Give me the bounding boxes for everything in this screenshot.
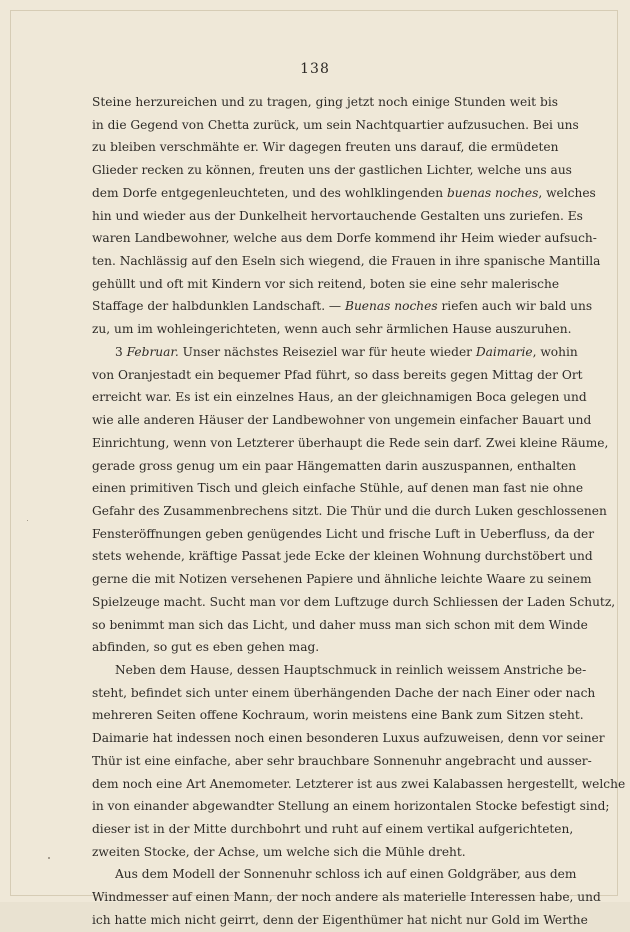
text-line <box>92 477 584 500</box>
text-run: Windmesser auf einen Mann, der noch andere als materielle Interessen habe, und <box>92 890 601 905</box>
text-line <box>92 205 583 228</box>
text-run: stets wehende, kräftige Passat jede Ecke der kleinen Wohnung durchstöbert und <box>92 549 593 564</box>
text-line <box>92 136 558 159</box>
text-line <box>92 568 592 591</box>
text-run: mehreren Seiten offene Kochraum, worin meistens eine Bank zum Sitzen steht. <box>92 708 584 723</box>
text-run: Aus dem Modell der Sonnenuhr schloss ich auf einen Goldgräber, aus dem <box>115 867 577 882</box>
text-run: Fensteröffnungen geben genügendes Licht und frische Luft in Ueberfluss, da der <box>92 526 595 541</box>
text-run: dem Dorfe entgegenleuchteten, und des wohlklingenden <box>92 185 447 200</box>
text-run: ten. Nachlässig auf den Eseln sich wiegend, die Frauen in ihre spanische Mantilla <box>92 254 601 269</box>
text-run: , welches <box>538 185 596 200</box>
text-run: einen primitiven Tisch und gleich einfache Stühle, auf denen man fast nie ohne <box>92 481 584 496</box>
text-line <box>92 795 610 818</box>
text-run: steht, befindet sich unter einem überhängenden Dache der nach Einer oder nach <box>92 685 596 700</box>
text-run: erreicht war. Es ist ein einzelnes Haus, an der gleichnamigen Boca gelegen und <box>92 390 587 405</box>
text-line <box>92 455 577 478</box>
text-line <box>92 409 592 432</box>
text-line <box>92 182 596 205</box>
text-run: Einrichtung, wenn von Letzterer überhaupt die Rede sein darf. Zwei kleine Räume, <box>92 435 609 450</box>
text-line <box>92 886 601 909</box>
text-run: Spielzeuge macht. Sucht man vor dem Luftzuge durch Schliessen der Laden Schutz, <box>92 594 616 609</box>
text-line <box>92 591 616 614</box>
page-number: 138 <box>300 61 330 77</box>
text-line <box>92 773 626 796</box>
text-line <box>92 295 593 318</box>
text-line <box>92 636 558 659</box>
paper-speck <box>48 857 50 859</box>
text-line <box>92 273 558 296</box>
text-run: , wohin <box>532 344 578 359</box>
italic-text: Februar. <box>126 344 179 359</box>
text-run: dem noch eine Art Anemometer. Letzterer ist aus zwei Kalabassen hergestellt, welche <box>92 776 626 791</box>
text-line <box>92 318 572 341</box>
text-line <box>92 545 593 568</box>
text-run: waren Landbewohner, welche aus dem Dorfe kommend ihr Heim wieder aufsuch- <box>92 231 597 246</box>
text-run: dieser ist in der Mitte durchbohrt und ruht auf einem vertikal aufgerichteten, <box>92 822 574 836</box>
text-run: gehüllt und oft mit Kindern vor sich reitend, boten sie eine sehr malerische <box>92 276 560 291</box>
italic-text: Daimarie <box>475 344 533 359</box>
text-run: Glieder recken zu können, freuten uns der gastlichen Lichter, welche uns aus <box>92 163 572 178</box>
text-line <box>92 614 588 637</box>
text-run: gerne die mit Notizen versehenen Papiere und ähnliche leichte Waare zu seinem <box>92 572 592 587</box>
text-run: Daimarie hat indessen noch einen besonderen Luxus aufzuweisen, denn vor seiner <box>92 731 605 746</box>
text-line <box>92 500 607 523</box>
text-line <box>92 727 605 750</box>
text-run: Steine herzureichen und zu tragen, ging jetzt noch einige Stunden weit bis <box>92 95 558 109</box>
text-line <box>92 682 596 705</box>
text-line <box>92 364 583 387</box>
text-run: hin und wieder aus der Dunkelheit hervortauchende Gestalten uns zuriefen. Es <box>92 208 583 223</box>
body-text <box>92 91 626 932</box>
text-run: wie alle anderen Häuser der Landbewohner von ungemein einfacher Bauart und <box>92 413 592 428</box>
text-line <box>92 863 577 886</box>
text-run: riefen auch wir bald uns <box>437 299 593 314</box>
text-line <box>92 386 587 409</box>
text-line <box>92 659 587 682</box>
text-run: Thür ist eine einfache, aber sehr brauchbare Sonnenuhr angebracht und ausser- <box>92 753 592 768</box>
text-line <box>92 250 601 273</box>
text-run: Neben dem Hause, dessen Hauptschmuck in reinlich weissem Anstriche be- <box>115 662 587 677</box>
text-run: zweiten Stocke, der Achse, um welche sich die Mühle dreht. <box>92 844 466 859</box>
text-run: zu, um im wohleingerichteten, wenn auch sehr ärmlichen Hause auszuruhen. <box>92 322 572 337</box>
text-run: Staffage der halbdunklen Landschaft. — <box>92 299 345 314</box>
text-line <box>92 227 597 250</box>
text-run: gerade gross genug um ein paar Hängematten darin auszuspannen, enthalten <box>92 458 577 473</box>
text-line <box>92 750 592 773</box>
text-run: ich hatte mich nicht geirrt, denn der Eigenthümer hat nicht nur Gold im Werthe <box>92 912 588 927</box>
text-run: zu bleiben verschmähte er. Wir dagegen freuten uns darauf, die ermüdeten <box>92 140 559 155</box>
text-line <box>92 432 609 455</box>
text-line <box>92 159 572 182</box>
text-line <box>92 909 588 932</box>
text-line <box>92 841 558 864</box>
italic-text: Buenas noches <box>345 299 438 314</box>
text-line <box>92 114 579 137</box>
paper-speck <box>27 520 28 521</box>
text-run: in die Gegend von Chetta zurück, um sein Nachtquartier aufzusuchen. Bei uns <box>92 117 579 132</box>
text-run: in von einander abgewandter Stellung an einem horizontalen Stocke befestigt sind; <box>92 799 610 814</box>
text-line <box>92 341 578 364</box>
text-line <box>92 704 584 727</box>
text-run: von Oranjestadt ein bequemer Pfad führt, so dass bereits gegen Mittag der Ort <box>92 367 583 382</box>
italic-text: buenas noches <box>446 185 539 200</box>
text-run: Gefahr des Zusammenbrechens sitzt. Die Thür und die durch Luken geschlossenen <box>92 503 607 518</box>
text-line <box>92 818 574 841</box>
text-run: Unser nächstes Reiseziel war für heute wieder <box>178 344 476 359</box>
text-line <box>92 523 595 546</box>
text-run: 3 <box>115 344 127 359</box>
text-run: so benimmt man sich das Licht, und daher muss man sich schon mit dem Winde <box>92 617 588 632</box>
text-line <box>92 91 558 114</box>
text-run: abfinden, so gut es eben gehen mag. <box>92 640 320 655</box>
